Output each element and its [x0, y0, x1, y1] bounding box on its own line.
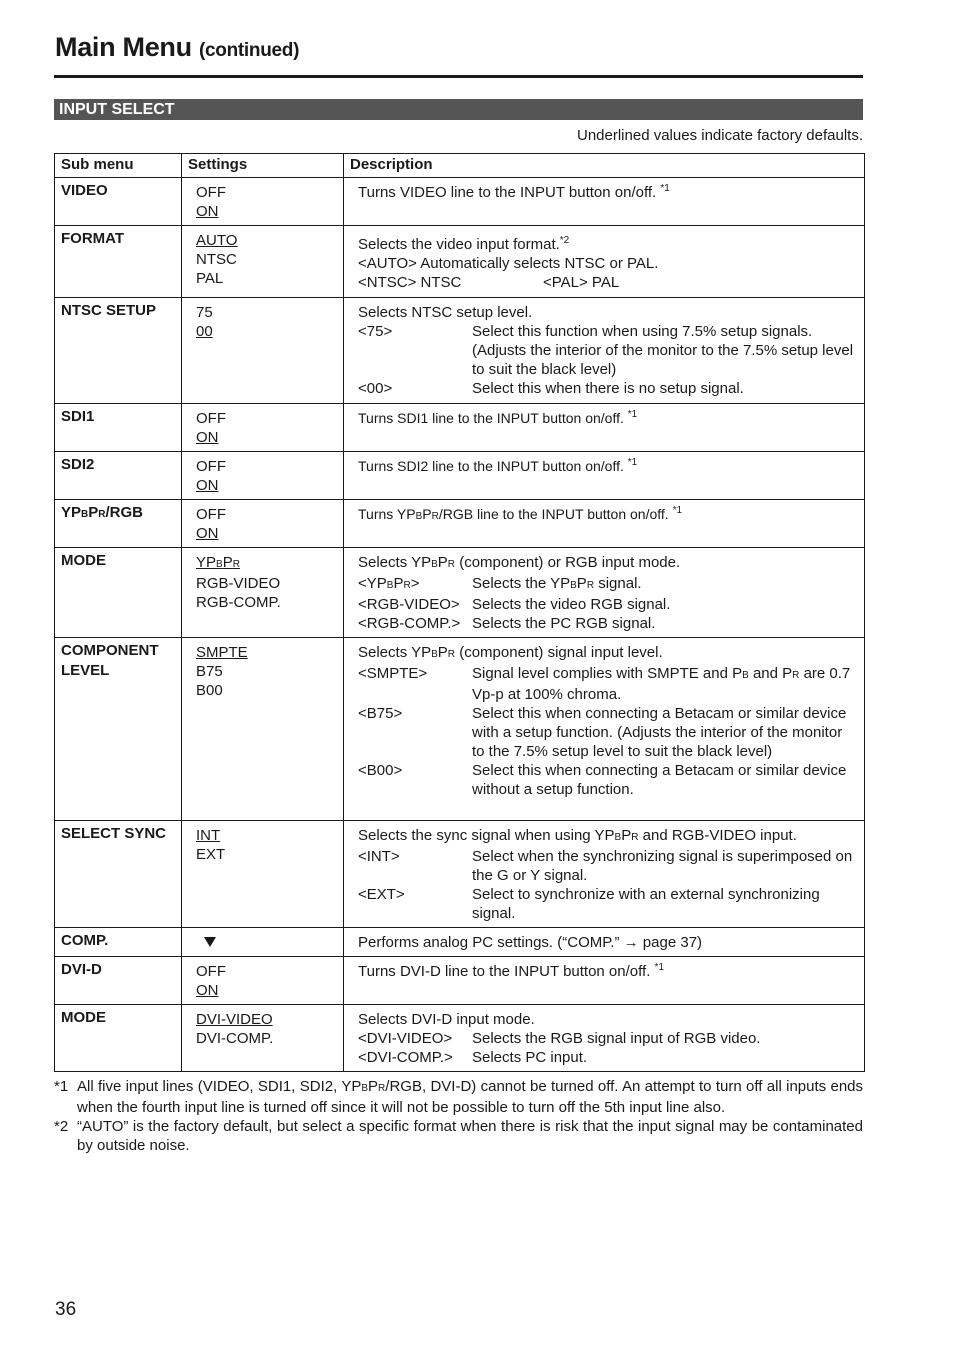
settings-cell: OFF ON: [182, 404, 344, 452]
settings-cell: OFF ON: [182, 452, 344, 500]
table-row: [55, 957, 865, 1005]
sub-menu-cell: SDI2: [55, 452, 182, 500]
table-row: [55, 178, 865, 226]
page-number: 36: [55, 1299, 77, 1320]
sub-menu-cell: MODE: [55, 1005, 182, 1072]
description-cell: Turns SDI2 line to the INPUT button on/off. $^{*1}$: [344, 452, 865, 500]
footnotes: [54, 1077, 863, 1155]
table-row: [55, 548, 865, 638]
description-cell: Selects the video input format.$^{*2}$ <AUTO> Automatically selects NTSC or PAL. <NTSC> NTSC <PAL> PAL: [344, 226, 865, 298]
table-row: [55, 638, 865, 821]
sub-menu-cell: FORMAT: [55, 226, 182, 298]
description-cell: Selects DVI-D input mode. <DVI-VIDEO> Selects the RGB signal input of RGB video. <DVI-COMP.> Selects PC input.: [344, 1005, 865, 1072]
down-triangle-icon: [204, 937, 216, 947]
description-cell: Selects YPBPR (component) signal input level. <SMPTE> Signal level complies with SMPTE and PB and PR are 0.7 Vp-p at 100% chroma. <B75> Select this when connecting a Betacam or similar device with a setup function. (Adjusts the interior of the monitor to the 7.5% setup level to suit the black level) <B00> Select this when connecting a Betacam or similar device without a setup function.: [344, 638, 865, 821]
settings-cell: [182, 928, 344, 957]
settings-cell: DVI-VIDEO DVI-COMP.: [182, 1005, 344, 1072]
footnote-1: *1 All five input lines (VIDEO, SDI1, SDI2, YPBPR/RGB, DVI-D) cannot be turned off. An attempt to turn off all inputs ends when the fourth input line is turned off since it will not be possible to turn off the 5th input line also.: [54, 1078, 864, 1116]
header-sub-menu: Sub menu: [55, 154, 182, 178]
description-cell: Selects YPBPR (component) or RGB input mode. <YPBPR> Selects the YPBPR signal. <RGB-VIDEO> Selects the video RGB signal. <RGB-COMP.> Selects the PC RGB signal.: [344, 548, 865, 638]
table-row: [55, 928, 865, 957]
description-cell: Selects NTSC setup level. <75> Select this function when using 7.5% setup signals. (Adjusts the interior of the monitor to the 7.5% setup level to suit the black level) <00> Select this when there is no setup signal.: [344, 298, 865, 404]
table-header-row: [55, 154, 865, 178]
settings-cell: AUTO NTSC PAL: [182, 226, 344, 298]
defaults-note: Underlined values indicate factory defaults.: [577, 127, 863, 144]
description-cell: Turns VIDEO line to the INPUT button on/off. $^{*1}$: [344, 178, 865, 226]
sub-menu-cell: NTSC SETUP: [55, 298, 182, 404]
header-description: Description: [344, 154, 865, 178]
description-cell: Selects the sync signal when using YPBPR and RGB-VIDEO input. <INT> Select when the synchronizing signal is superimposed on the G or Y signal. <EXT> Select to synchronize with an external synchronizing signal.: [344, 821, 865, 928]
table-row: [55, 404, 865, 452]
table-row: [55, 821, 865, 928]
table-row: [55, 298, 865, 404]
table-row: [55, 1005, 865, 1072]
sub-menu-cell: YPBPR/RGB: [55, 500, 182, 548]
input-select-table: [54, 153, 865, 1072]
sub-menu-cell: MODE: [55, 548, 182, 638]
description-cell: Performs analog PC settings. (“COMP.” → page 37): [344, 928, 865, 957]
continued-label: (continued): [199, 40, 300, 61]
header-settings: Settings: [182, 154, 344, 178]
section-title: INPUT SELECT: [54, 99, 863, 120]
settings-cell: OFF ON: [182, 500, 344, 548]
sub-menu-cell: SDI1: [55, 404, 182, 452]
settings-cell: OFF ON: [182, 957, 344, 1005]
settings-cell: OFF ON: [182, 178, 344, 226]
description-cell: Turns YPBPR/RGB line to the INPUT button on/off. $^{*1}$: [344, 500, 865, 548]
page-title: Main Menu (continued): [55, 32, 300, 62]
description-cell: Turns DVI-D line to the INPUT button on/off. $^{*1}$: [344, 957, 865, 1005]
sub-menu-cell: VIDEO: [55, 178, 182, 226]
settings-cell: 75 00: [182, 298, 344, 404]
settings-cell: SMPTE B75 B00: [182, 638, 344, 821]
settings-cell: INT EXT: [182, 821, 344, 928]
sub-menu-cell: COMPONENT LEVEL: [55, 638, 182, 821]
footnote-2: *2 “AUTO” is the factory default, but select a specific format when there is risk that the input signal may be contaminated by outside noise.: [54, 1118, 863, 1154]
table-row: [55, 452, 865, 500]
table-row: [55, 226, 865, 298]
sub-menu-cell: COMP.: [55, 928, 182, 957]
table-row: [55, 500, 865, 548]
sub-menu-cell: SELECT SYNC: [55, 821, 182, 928]
title-rule: [54, 75, 863, 78]
settings-cell: YPBPR RGB-VIDEO RGB-COMP.: [182, 548, 344, 638]
description-cell: Turns SDI1 line to the INPUT button on/off. $^{*1}$: [344, 404, 865, 452]
sub-menu-cell: DVI-D: [55, 957, 182, 1005]
